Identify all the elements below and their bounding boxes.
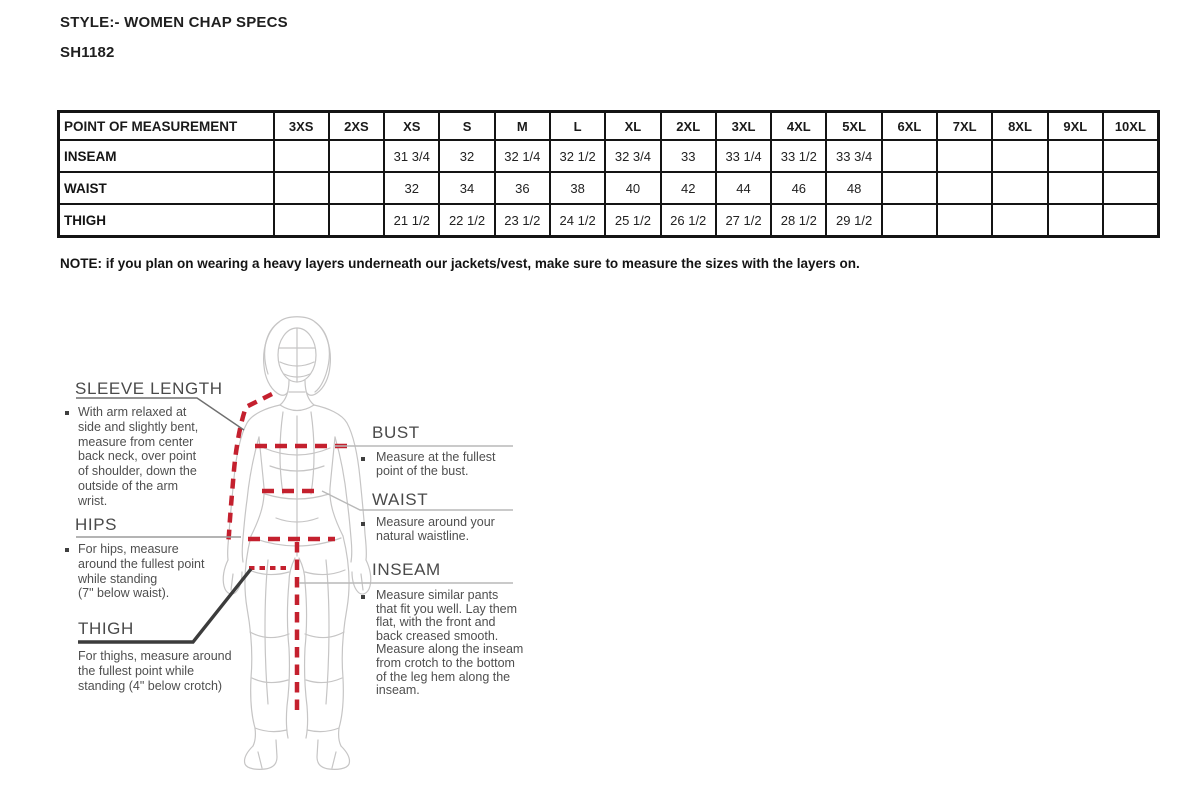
bullet-marker (361, 595, 365, 599)
size-value-cell: 46 (771, 172, 826, 204)
col-header-size: XL (605, 112, 660, 141)
size-value-cell: 23 1/2 (495, 204, 550, 237)
inseam-heading: INSEAM (372, 560, 441, 579)
size-value-cell: 26 1/2 (661, 204, 716, 237)
hips-description: For hips, measure around the fullest point while standing (7" below waist). (78, 542, 205, 601)
row-label: THIGH (59, 204, 274, 237)
row-label: WAIST (59, 172, 274, 204)
col-header-size: XS (384, 112, 439, 141)
size-value-cell: 33 (661, 140, 716, 172)
size-value-cell: 28 1/2 (771, 204, 826, 237)
col-header-size: 5XL (826, 112, 881, 141)
col-header-size: 9XL (1048, 112, 1103, 141)
size-value-cell: 22 1/2 (439, 204, 494, 237)
note-text: NOTE: if you plan on wearing a heavy layers underneath our jackets/vest, make sure to measure the sizes with the layers on. (60, 256, 860, 271)
col-header-size: L (550, 112, 605, 141)
size-value-cell: 29 1/2 (826, 204, 881, 237)
size-value-cell: 31 3/4 (384, 140, 439, 172)
col-header-size: 4XL (771, 112, 826, 141)
col-header-size: 8XL (992, 112, 1047, 141)
size-value-cell: 32 1/2 (550, 140, 605, 172)
thigh-heading: THIGH (78, 619, 134, 638)
inseam-description: Measure similar pants that fit you well. Lay them flat, with the front and back creased smooth. Measure along the inseam from crotch to the bottom of the leg hem along the inseam. (376, 588, 524, 698)
bullet-marker (361, 522, 365, 526)
size-value-cell: 27 1/2 (716, 204, 771, 237)
size-value-cell: 32 (384, 172, 439, 204)
bust-description: Measure at the fullest point of the bust. (376, 450, 496, 478)
size-value-cell: 33 1/2 (771, 140, 826, 172)
size-value-cell: 32 1/4 (495, 140, 550, 172)
size-value-cell: 24 1/2 (550, 204, 605, 237)
col-header-size: S (439, 112, 494, 141)
size-value-cell: 44 (716, 172, 771, 204)
col-header-size: 3XS (274, 112, 329, 141)
row-label: INSEAM (59, 140, 274, 172)
bust-heading: BUST (372, 423, 420, 442)
col-header-size: 7XL (937, 112, 992, 141)
col-header-size: 2XL (661, 112, 716, 141)
waist-heading: WAIST (372, 490, 429, 509)
size-value-cell: 25 1/2 (605, 204, 660, 237)
hips-heading: HIPS (75, 515, 118, 534)
thigh-description: For thighs, measure around the fullest point while standing (4" below crotch) (78, 649, 232, 693)
col-header-size: 3XL (716, 112, 771, 141)
style-number: SH1182 (60, 44, 115, 61)
size-value-cell: 21 1/2 (384, 204, 439, 237)
col-header-size: 6XL (882, 112, 937, 141)
size-value-cell: 32 (439, 140, 494, 172)
bullet-marker (65, 411, 69, 415)
size-value-cell: 32 3/4 (605, 140, 660, 172)
bullet-marker (361, 457, 365, 461)
size-value-cell: 42 (661, 172, 716, 204)
size-value-cell: 34 (439, 172, 494, 204)
waist-description: Measure around your natural waistline. (376, 515, 495, 543)
size-value-cell: 48 (826, 172, 881, 204)
sleeve-length-heading: SLEEVE LENGTH (75, 379, 223, 398)
col-header-size: M (495, 112, 550, 141)
col-header-size: 10XL (1103, 112, 1158, 141)
col-header-point-of-measurement: POINT OF MEASUREMENT (59, 112, 274, 141)
sleeve-length-description: With arm relaxed at side and slightly bent, measure from center back neck, over point of shoulder, down the outside of the arm wrist. (78, 405, 199, 508)
col-header-size: 2XS (329, 112, 384, 141)
size-value-cell: 33 3/4 (826, 140, 881, 172)
size-value-cell: 36 (495, 172, 550, 204)
size-value-cell: 40 (605, 172, 660, 204)
style-title: STYLE:- WOMEN CHAP SPECS (60, 14, 288, 31)
size-value-cell: 33 1/4 (716, 140, 771, 172)
bullet-marker (65, 548, 69, 552)
size-value-cell: 38 (550, 172, 605, 204)
